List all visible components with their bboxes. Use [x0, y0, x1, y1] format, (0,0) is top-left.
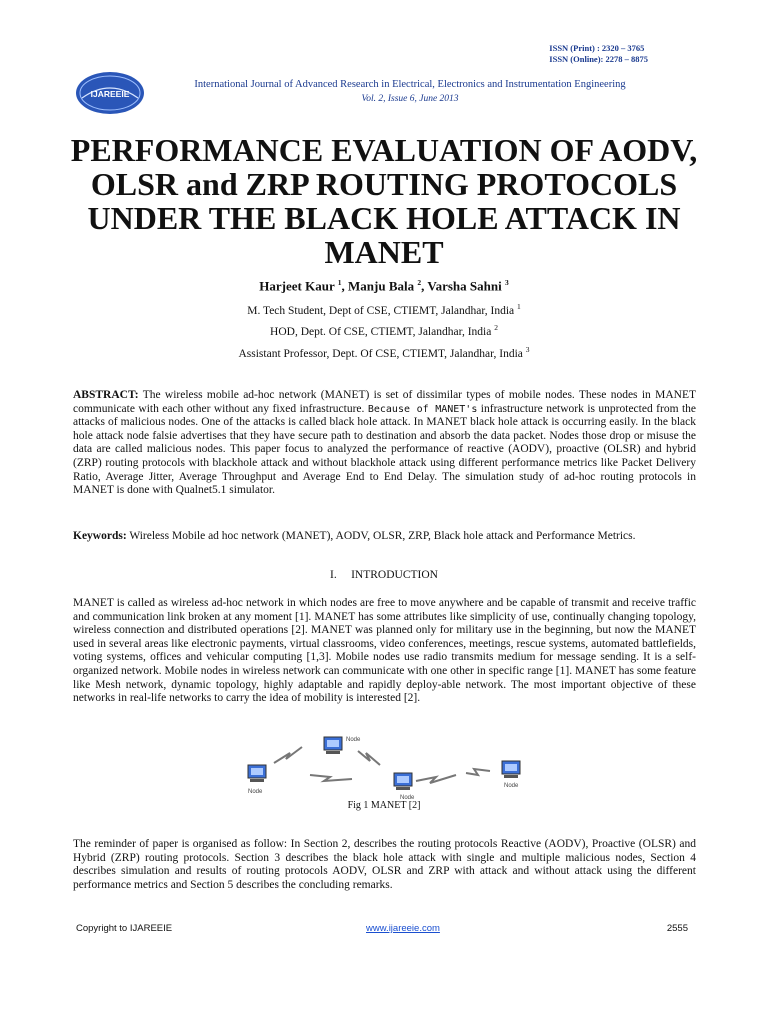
node-label: Node [400, 795, 415, 801]
author-sup: 2 [417, 278, 422, 287]
wireless-link-icon [274, 747, 302, 763]
issn-online: ISSN (Online): 2278 – 8875 [549, 54, 648, 64]
introduction-paragraph: MANET is called as wireless ad-hoc network in which nodes are free to move anywhere and be capable of transmit and receive traffic and communication link broken at any moment [1]. MANET has some attributes like simplicity of use, continually changing topology, wireless connection and distributed operations [2]. MANET was planned only for military use in the beginning, but now the MANET used in several areas like electronic payments, virtual classrooms, video conferences, meetings, rescue systems, automated battlefields, voting systems, offices and vehicular computing [1,3]. Mobile nodes use radio transmits medium for message sending. It is a self-organized network. Mobile nodes in wireless network can communicate with one other in specific range [1]. MANET has some feature like Mesh network, dynamic topology, highly adaptable and rapidly deploy-able network. The most important objective of these networks in real-life networks to carry the idea of mobility is interested [2]. [73, 597, 696, 705]
affiliation: M. Tech Student, Dept of CSE, CTIEMT, Jalandhar, India $^1$ [247, 302, 521, 317]
journal-volume: Vol. 2, Issue 6, June 2013 [361, 94, 459, 104]
journal-logo [74, 70, 146, 116]
author-name: Harjeet Kaur [259, 278, 335, 294]
figure-caption: Fig 1 MANET [2] [347, 800, 421, 811]
footer-website-link[interactable]: www.ijareeie.com [366, 923, 440, 934]
author-sup: 1 [337, 278, 342, 287]
author-name: Varsha Sahni [427, 278, 502, 294]
manet-figure [240, 731, 540, 803]
keywords-paragraph: Keywords: Wireless Mobile ad hoc network (MANET), AODV, OLSR, ZRP, Black hole attack and Performance Metrics. [73, 530, 636, 542]
issn-print: ISSN (Print) : 2320 – 3765 [549, 43, 645, 53]
abstract-label: ABSTRACT: [73, 389, 139, 401]
node-icon [502, 761, 520, 778]
issn-block [549, 43, 648, 65]
wireless-link-icon [358, 751, 380, 765]
logo-text: IJAREEIE [90, 89, 130, 99]
node-label: Node [346, 737, 361, 743]
author-list: Harjeet Kaur $^1$, Manju Bala $^2$, Varsha Sahni $^3$ [259, 278, 509, 294]
node-label: Node [248, 789, 263, 795]
paper-title: PERFORMANCE EVALUATION OF AODV, OLSR and ZRP ROUTING PROTOCOLS UNDER THE BLACK HOLE ATTACK IN MANET [70, 132, 698, 270]
journal-name: International Journal of Advanced Research in Electrical, Electronics and Instrumentation Engineering [194, 79, 626, 90]
section-heading: I. INTRODUCTION [330, 569, 438, 581]
node-icon [248, 765, 266, 782]
node-icon [394, 773, 412, 790]
author-name: Manju Bala [348, 278, 415, 294]
author-sup: 3 [504, 278, 509, 287]
abstract-paragraph: ABSTRACT: The wireless mobile ad-hoc network (MANET) is set of dissimilar types of mobile nodes. These nodes in MANET communicate with each other without any fixed infrastructure. Because of MANET's infrastructure network is unprotected from the attacks of malicious nodes. One of the attacks is called black hole attack. In MANET black hole attack is occurring easily. In the black hole attack node falsie advertises that they have secure path to destination and absorb the data packet. Nodes those drop or misuse the data are called malicious nodes. This paper focus to analyzed the performance of reactive (AODV), proactive (OLSR) and hybrid (ZRP) routing protocols with blackhole attack and without blackhole attack using different performance metrics like Packet Delivery Ratio, Average Jitter, Average Throughput and Average End to End Delay. The simulation study of ad-hoc routing protocols in MANET is done with Qualnet5.1 simulator. [73, 389, 697, 497]
footer-copyright: Copyright to IJAREEIE [76, 923, 173, 934]
node-label: Node [504, 783, 519, 789]
affiliation: Assistant Professor, Dept. Of CSE, CTIEMT, Jalandhar, India $^3$ [238, 345, 530, 360]
affiliation: HOD, Dept. Of CSE, CTIEMT, Jalandhar, India $^2$ [270, 323, 498, 338]
wireless-link-icon [310, 775, 352, 781]
wireless-link-icon [466, 769, 490, 775]
node-icon [324, 737, 342, 754]
journal-header [150, 78, 670, 106]
outline-paragraph: The reminder of paper is organised as follow: In Section 2, describes the routing protocols Reactive (AODV), Proactive (OLSR) and Hybrid (ZRP) routing protocols. Section 3 describes the black hole attack with single and multiple malicious nodes, Section 4 describes simulation and results of routing protocols AODV, OLSR and ZRP with attack and without attack using the different performance metrics and Section 5 describes the concluding remarks. [73, 838, 696, 891]
wireless-link-icon [416, 775, 456, 783]
keywords-label: Keywords: [73, 530, 127, 542]
page-number: 2555 [666, 923, 688, 934]
